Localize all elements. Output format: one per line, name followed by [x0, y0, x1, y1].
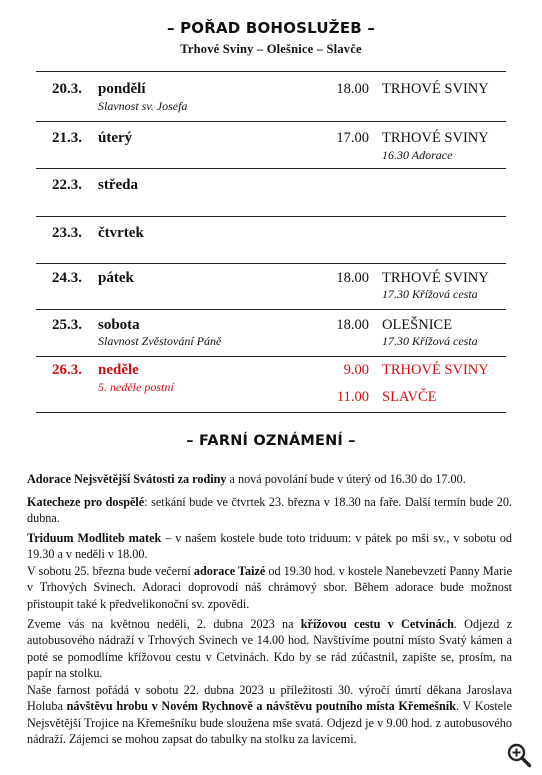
- row-time: 18.00: [336, 270, 369, 286]
- announcement-text: – v našem kostele bude toto triduum: v pátek po mši sv., v sobotu od 19.30 a v neděli v 18.00.: [27, 531, 512, 562]
- announcement-text: . V Kostele Nejsvětější Trojice na Křemešníku bude sloužena mše svatá. Odjezd je v 9.00 hod. z autobusového nádraží. Zájemci se mohou zapsat do tabulky na stolku za lavicemi.: [27, 699, 512, 746]
- announcement-text: a nová povolání bude v úterý od 16.30 do 17.00.: [226, 472, 466, 486]
- announcement-highlight: návštěvu hrobu v Novém Rychnově a návštěvu poutního místa Křemešník: [66, 699, 456, 714]
- row-day: pondělí: [98, 81, 146, 97]
- announcement-text: od 19.30 hod. v kostele Nanebevzetí Panny Marie v Trhových Svinech. Adoraci doprovodí náš chrámový sbor. Během adorace bude možnost přistoupit také k předvelikonoční sv. zpovědi.: [27, 564, 512, 611]
- announcements-title: – FARNÍ OZNÁMENÍ –: [186, 433, 356, 449]
- table-rule: [36, 216, 506, 217]
- row-day: čtvrtek: [98, 225, 144, 241]
- row-place-2: SLAVČE: [382, 389, 437, 405]
- announcement-paragraph: [27, 616, 512, 681]
- schedule-title: – POŘAD BOHOSLUŽEB –: [166, 19, 376, 37]
- row-date: 20.3.: [52, 81, 82, 97]
- row-date: 23.3.: [52, 225, 82, 241]
- table-rule: [36, 168, 506, 169]
- row-date: 25.3.: [52, 317, 82, 333]
- announcement-text: Naše farnost pořádá v sobotu 22. dubna 2023 u příležitosti 30. výročí úmrtí děkana Jaroslava Holuba: [27, 683, 512, 714]
- row-day: pátek: [98, 270, 134, 286]
- announcement-highlight: křížovou cestu v Cetvinách: [300, 617, 454, 631]
- row-place-note: 17.30 Křížová cesta: [382, 334, 478, 348]
- row-date: 26.3.: [52, 362, 82, 378]
- announcement-paragraph: [27, 471, 512, 487]
- row-day: sobota: [98, 317, 140, 333]
- row-place: TRHOVÉ SVINY: [382, 270, 489, 286]
- row-place-note: 17.30 Křížová cesta: [382, 287, 478, 301]
- zoom-in-icon[interactable]: [506, 742, 532, 768]
- table-rule: [36, 71, 506, 72]
- table-rule: [36, 121, 506, 122]
- row-time-2: 11.00: [336, 389, 369, 405]
- row-time: 18.00: [336, 81, 369, 97]
- table-rule: [36, 263, 506, 264]
- announcement-paragraph: [27, 682, 512, 747]
- row-place: TRHOVÉ SVINY: [382, 130, 489, 146]
- announcement-highlight: Triduum Modliteb matek: [27, 531, 162, 545]
- announcement-paragraph: [27, 494, 512, 527]
- row-date: 21.3.: [52, 130, 82, 146]
- announcement-paragraph: [27, 530, 512, 563]
- announcement-highlight: adorace Taizé: [193, 564, 266, 578]
- row-date: 24.3.: [52, 270, 82, 286]
- row-day: středa: [98, 177, 138, 193]
- row-date: 22.3.: [52, 177, 82, 193]
- announcement-highlight: Adorace Nejsvětější Svátosti za rodiny: [27, 472, 227, 486]
- row-place: TRHOVÉ SVINY: [382, 81, 489, 97]
- row-place-note: 16.30 Adorace: [382, 148, 453, 162]
- row-place: OLEŠNICE: [382, 317, 453, 333]
- announcement-highlight: Katecheze pro dospělé: [27, 495, 145, 509]
- row-note: Slavnost Zvěstování Páně: [98, 334, 222, 348]
- announcement-text: Zveme vás na květnou neděli, 2. dubna 2023 na: [27, 617, 301, 631]
- table-rule: [36, 309, 506, 310]
- row-note: Slavnost sv. Josefa: [98, 99, 188, 113]
- row-day: úterý: [98, 130, 133, 146]
- row-place: TRHOVÉ SVINY: [382, 362, 489, 378]
- row-time: 18.00: [336, 317, 369, 333]
- table-rule: [36, 356, 506, 357]
- row-note: 5. neděle postní: [98, 380, 174, 394]
- announcement-text: : setkání bude ve čtvrtek 23. března v 18.30 na faře. Další termín bude 20. dubna.: [27, 495, 512, 526]
- row-time: 9.00: [343, 362, 369, 378]
- row-time: 17.00: [336, 130, 369, 146]
- announcement-paragraph: [27, 563, 512, 612]
- row-day: neděle: [98, 362, 139, 378]
- announcement-text: V sobotu 25. března bude večerní: [27, 564, 194, 578]
- table-rule: [36, 412, 506, 413]
- announcement-text: . Odjezd z autobusového nádraží v Trhových Svinech ve 14.00 hod. Navštívíme poutní místo Svatý kámen a poté se pomodlíme křížovou cestu v Cetvinách. Kdo by se rád zúčastnil, zapište se, prosím, na papír na stolku.: [27, 617, 513, 680]
- parishes-subtitle: Trhové Sviny – Olešnice – Slavče: [180, 42, 362, 56]
